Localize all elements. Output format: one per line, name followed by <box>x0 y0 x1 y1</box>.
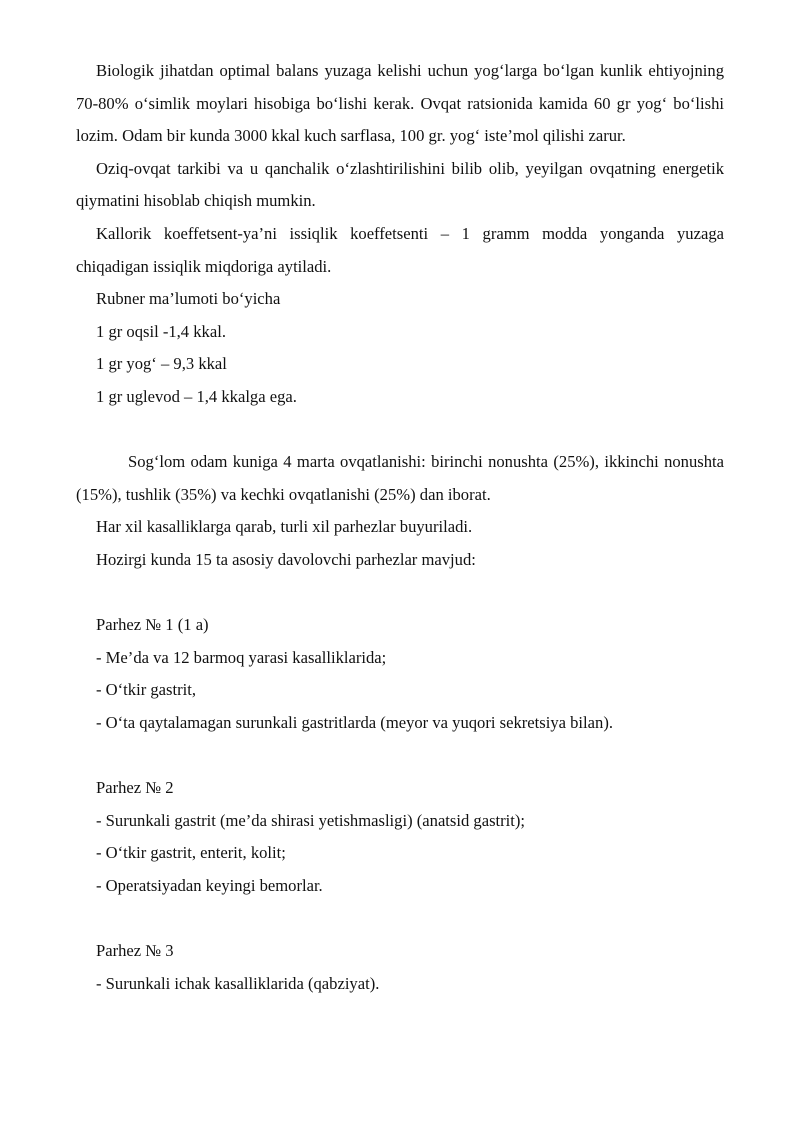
rubner-heading: Rubner ma’lumoti bo‘yicha <box>96 289 281 309</box>
diet-item: - O‘ta qaytalamagan surunkali gastritlarda (meyor va yuqori sekretsiya bilan). <box>96 712 613 732</box>
diet-title: Parhez № 3 <box>96 941 174 961</box>
diet-title: Parhez № 2 <box>96 778 174 798</box>
paragraph-fat-balance: Biologik jihatdan optimal balans yuzaga kelishi uchun yog‘larga bo‘lgan kunlik ehtiyojning 70-80% o‘simlik moylari hisobiga bo‘lishi kerak. Ovqat ratsionida kamida 60 gr yog‘ bo‘lishi lozim. Odam bir kunda 3000 kkal kuch sarflasa, 100 gr. yog‘ iste’mol qilishi zarur. <box>76 61 724 146</box>
diet-item: - O‘tkir gastrit, <box>96 680 197 700</box>
rubner-fat: 1 gr yog‘ – 9,3 kkal <box>96 354 227 374</box>
document-page <box>76 55 724 1000</box>
diet-item: - Operatsiyadan keyingi bemorlar. <box>96 875 323 895</box>
rubner-protein: 1 gr oqsil -1,4 kkal. <box>96 321 226 341</box>
spacer <box>76 902 724 935</box>
paragraph-diets-count: Hozirgi kunda 15 ta asosiy davolovchi parhezlar mavjud: <box>96 549 476 569</box>
rubner-carbohydrate: 1 gr uglevod – 1,4 kkalga ega. <box>96 386 297 406</box>
paragraph-energy-value: Oziq-ovqat tarkibi va u qanchalik o‘zlashtirilishini bilib olib, yeyilgan ovqatning energetik qiymatini hisoblab chiqish mumkin. <box>76 158 724 211</box>
paragraph-diets-prescribed: Har xil kasalliklarga qarab, turli xil parhezlar buyuriladi. <box>96 517 473 537</box>
diet-item: - Surunkali ichak kasalliklarida (qabziyat). <box>96 973 380 993</box>
diet-title: Parhez № 1 (1 a) <box>96 615 209 635</box>
diet-item: - Me’da va 12 barmoq yarasi kasalliklarida; <box>96 647 387 667</box>
spacer <box>76 739 724 772</box>
paragraph-caloric-coefficient: Kallorik koeffetsent-ya’ni issiqlik koeffetsenti – 1 gramm modda yonganda yuzaga chiqadigan issiqlik miqdoriga aytiladi. <box>76 223 724 276</box>
spacer <box>76 577 724 610</box>
diet-item: - O‘tkir gastrit, enterit, kolit; <box>96 843 286 863</box>
paragraph-meal-schedule: Sog‘lom odam kuniga 4 marta ovqatlanishi: birinchi nonushta (25%), ikkinchi nonushta (15%), tushlik (35%) va kechki ovqatlanishi (25%) dan iborat. <box>76 452 724 504</box>
spacer <box>76 414 724 447</box>
diet-item: - Surunkali gastrit (me’da shirasi yetishmasligi) (anatsid gastrit); <box>96 810 526 830</box>
